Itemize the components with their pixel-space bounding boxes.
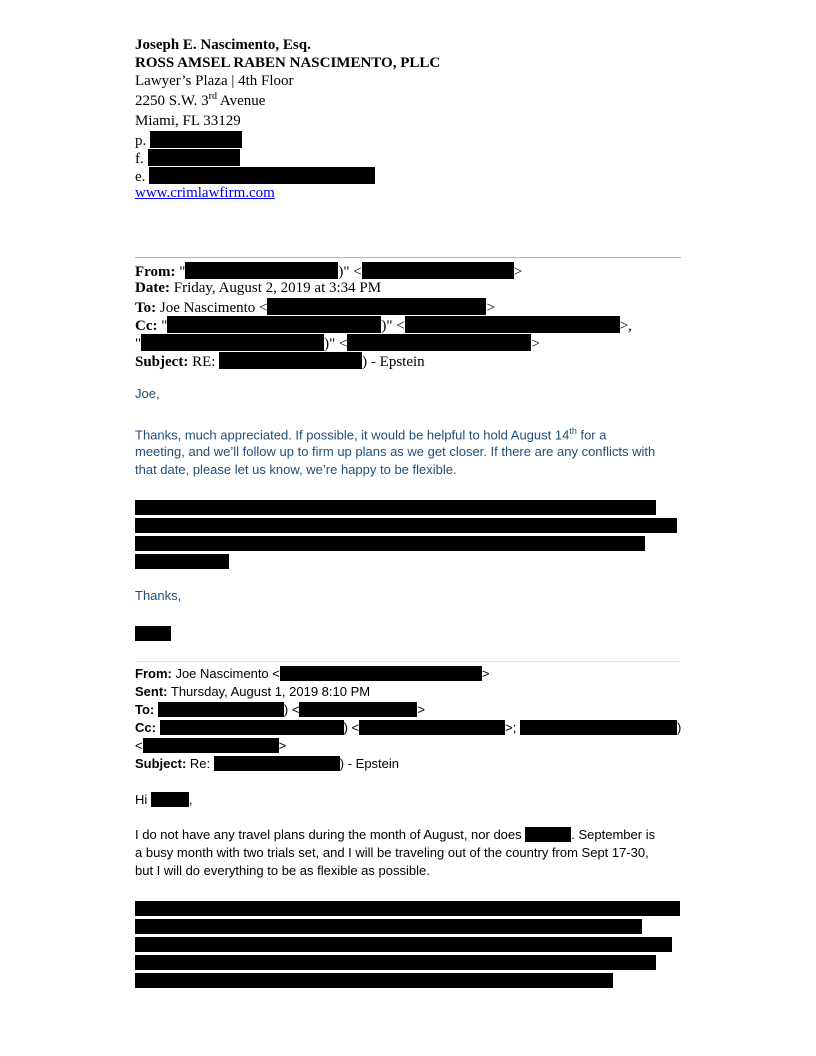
redaction-bar xyxy=(267,298,486,315)
redaction-bar xyxy=(151,792,189,807)
closing: Thanks, xyxy=(135,588,182,603)
body-line: but I will do everything to be as flexible as possible. xyxy=(135,863,430,878)
building-line: Lawyer’s Plaza | 4th Floor xyxy=(135,73,294,89)
from-line: From: " )" < > xyxy=(135,264,523,280)
cc-line-2: < > xyxy=(135,738,287,753)
redaction-bar xyxy=(135,955,656,970)
body-line: a busy month with two trials set, and I will be traveling out of the country from Sept 17-30, xyxy=(135,845,649,860)
subject-line: Subject: RE: ) - Epstein xyxy=(135,354,425,370)
sent-line: Sent: Thursday, August 1, 2019 8:10 PM xyxy=(135,684,371,699)
redaction-bar xyxy=(135,500,656,515)
redaction-bar xyxy=(135,901,680,916)
redaction-bar xyxy=(299,702,417,717)
website-link[interactable]: www.crimlawfirm.com xyxy=(135,185,275,201)
greeting: Hi , xyxy=(135,792,193,807)
body-line: I do not have any travel plans during the month of August, nor does . September is xyxy=(135,827,656,842)
redaction-bar xyxy=(525,827,571,842)
date-line: Date: Friday, August 2, 2019 at 3:34 PM xyxy=(135,280,382,296)
redaction-bar xyxy=(167,316,381,333)
to-line: To: ) < > xyxy=(135,702,426,717)
redaction-bar xyxy=(362,262,514,279)
redaction-bar xyxy=(219,352,362,369)
phone-line: p. xyxy=(135,131,242,150)
divider xyxy=(135,661,681,662)
redaction-bar xyxy=(135,973,613,988)
cc-line: Cc: " )" < >, xyxy=(135,318,632,334)
body-line: that date, please let us know, we’re happy to be flexible. xyxy=(135,462,457,477)
from-line: From: Joe Nascimento < > xyxy=(135,666,490,681)
redaction-bar xyxy=(141,334,324,351)
redaction-bar xyxy=(148,149,240,166)
body-line: meeting, and we’ll follow up to firm up plans as we get closer. If there are any conflicts with xyxy=(135,444,656,459)
redaction-bar xyxy=(347,334,531,351)
redaction-bar xyxy=(143,738,279,753)
redaction-bar xyxy=(135,626,171,641)
sender-name: Joseph E. Nascimento, Esq. xyxy=(135,37,311,53)
greeting: Joe, xyxy=(135,386,160,401)
body-line: Thanks, much appreciated. If possible, it would be helpful to hold August 14th for a xyxy=(135,426,607,443)
redaction-bar xyxy=(150,131,242,148)
website-line xyxy=(135,185,275,202)
redaction-bar xyxy=(280,666,482,681)
redaction-bar xyxy=(149,167,375,184)
firm-name: ROSS AMSEL RABEN NASCIMENTO, PLLC xyxy=(135,55,441,71)
email-line: e. xyxy=(135,167,375,186)
cc-line-2: " )" < > xyxy=(135,336,540,352)
subject-line: Subject: Re: ) - Epstein xyxy=(135,756,400,771)
redaction-bar xyxy=(135,554,229,569)
cc-line: Cc: ) < >; ) xyxy=(135,720,682,735)
to-line: To: Joe Nascimento < > xyxy=(135,300,495,316)
redaction-bar xyxy=(135,536,645,551)
redaction-bar xyxy=(160,720,344,735)
city-line: Miami, FL 33129 xyxy=(135,113,241,129)
divider xyxy=(135,257,681,258)
fax-line: f. xyxy=(135,149,240,168)
redaction-bar xyxy=(135,937,672,952)
redaction-bar xyxy=(520,720,677,735)
redaction-bar xyxy=(214,756,340,771)
redaction-bar xyxy=(158,702,284,717)
redaction-bar xyxy=(359,720,505,735)
redaction-bar xyxy=(405,316,620,333)
redaction-bar xyxy=(135,919,642,934)
redaction-bar xyxy=(185,262,338,279)
redaction-bar xyxy=(135,518,677,533)
street-line: 2250 S.W. 3rd Avenue xyxy=(135,91,266,109)
